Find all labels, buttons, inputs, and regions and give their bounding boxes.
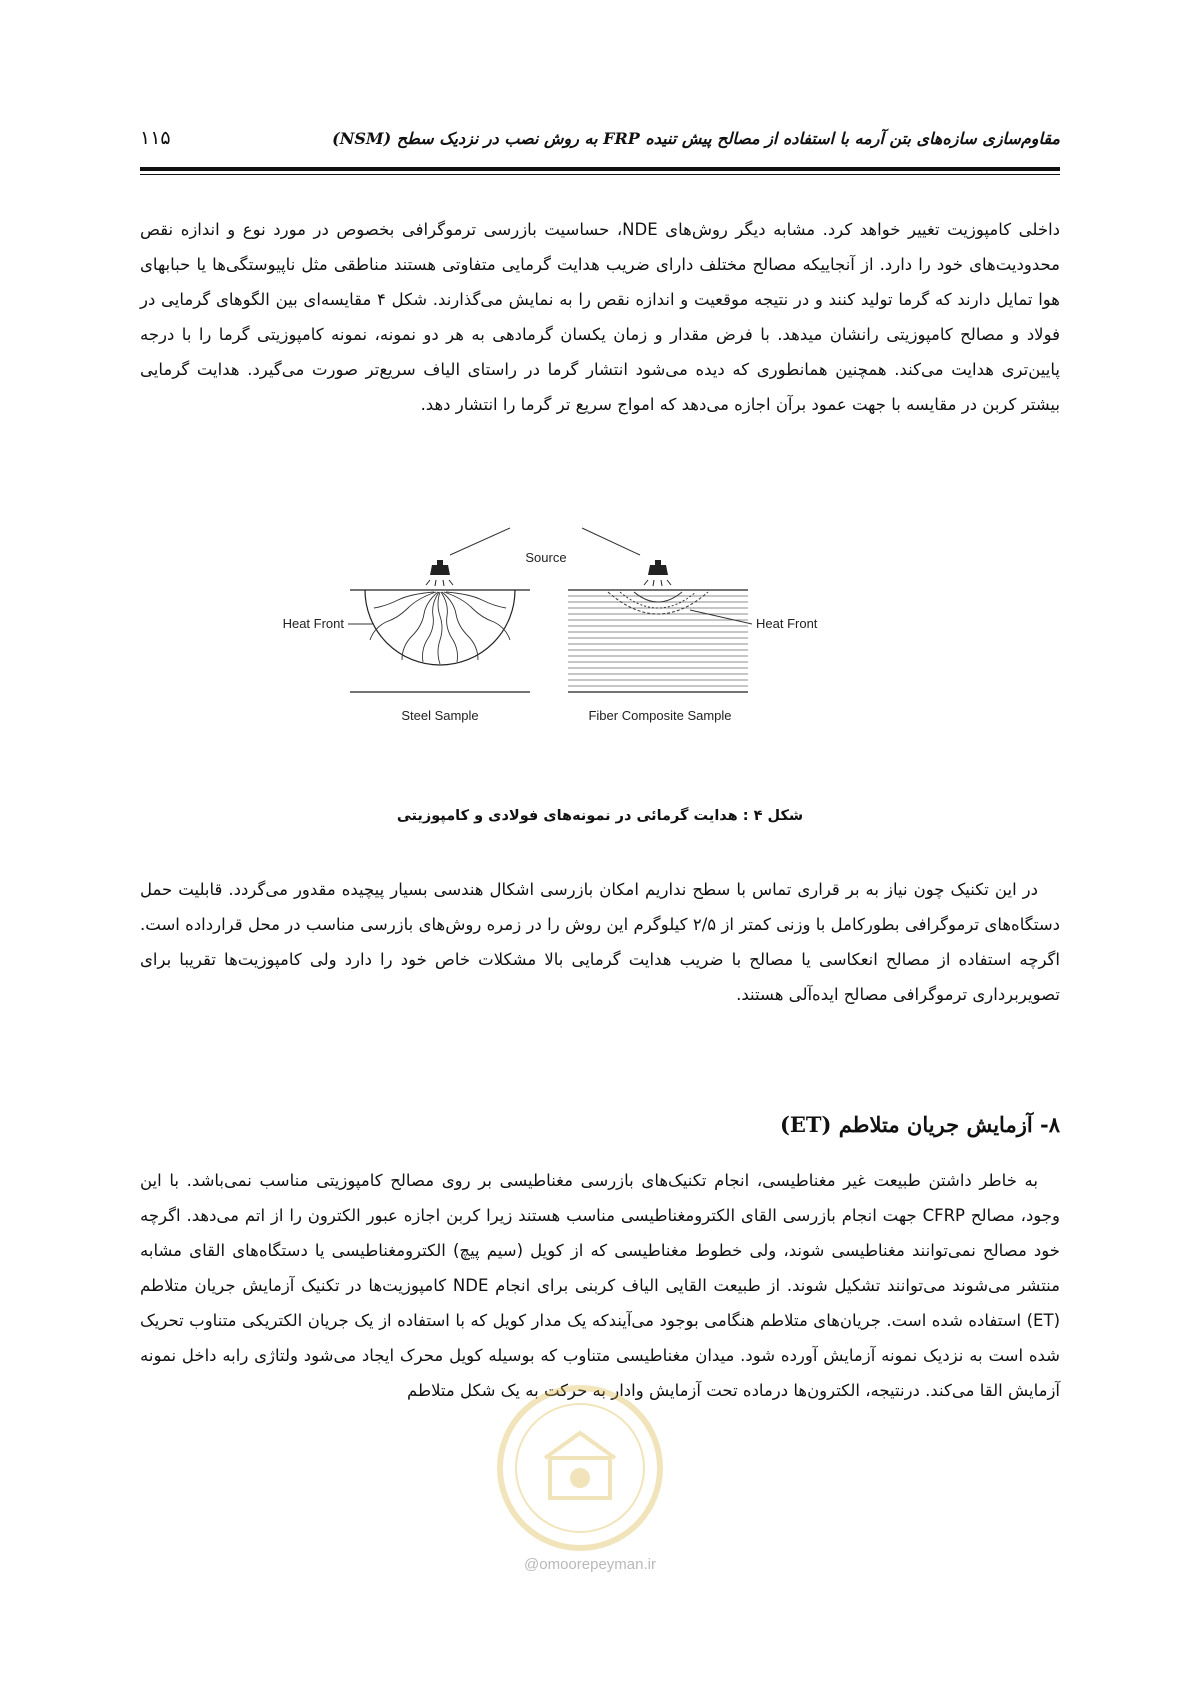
section-heading: ۸- آزمایش جریان متلاطم (ET) — [779, 1112, 1060, 1137]
page-number: ۱۱۵ — [140, 127, 171, 149]
watermark-seal-icon — [490, 1378, 670, 1558]
steel-sample-label: Steel Sample — [401, 708, 479, 723]
heat-front-label-left: Heat Front — [282, 616, 344, 631]
figure-4 — [282, 540, 910, 805]
body-paragraph-1: داخلی کامپوزیت تغییر خواهد کرد. مشابه دیگر روش‌های NDE، حساسیت بازرسی ترموگرافی بخصوص در مورد نوع و اندازه نقص محدودیت‌های خود را دارد. از آنجاییکه مصالح مختلف دارای ضریب هدایت گرمایی متفاوتی هستند مناطقی مثل ناپیوستگی‌ها یا حبابهای هوا تمایل دارند که گرما تولید کنند و در نتیجه موقعیت و اندازه نقص را به نمایش می‌گذارند. شکل ۴ مقایسه‌ای بین الگوهای گرمایی در فولاد و مصالح کامپوزیتی رانشان میدهد. با فرض مقدار و زمان یکسان گرمادهی به هر دو نمونه، نمونه کامپوزیتی گرما را با درجه پایین‌تری هدایت می‌کند. همچنین همانطوری که دیده می‌شود انتشار گرما در راستای الیاف سریع‌تر صورت می‌گیرد. هدایت گرمایی بیشتر کربن در مقایسه با جهت عمود برآن اجازه می‌دهد که امواج سریع تر گرما را انتشار دهد. — [140, 220, 1060, 414]
header-rule-thin — [140, 174, 1060, 175]
figure-caption: شکل ۴ : هدایت گرمائی در نمونه‌های فولادی و کامپوزیتی — [396, 808, 804, 824]
steel-sample-diagram — [283, 590, 530, 723]
body-paragraph-3: به خاطر داشتن طبیعت غیر مغناطیسی، انجام تکنیک‌های بازرسی مغناطیسی بر روی مصالح کامپوزیتی مناسب نمی‌باشد. با این وجود، مصالح CFRP جهت انجام بازرسی القای الکترومغناطیسی مناسب هستند زیرا کربن اجازه عبور الکترون را از اتم می‌دهد. اگرچه خود مصالح نمی‌توانند مغناطیسی شوند، ولی خطوط مغناطیسی که از کویل (سیم پیچ) الکترومغناطیسی یا دستگاه‌های القای مشابه منتشر می‌شوند می‌توانند تشکیل شوند. از طبیعت القایی الیاف کربنی برای انجام NDE کامپوزیت‌ها در تکنیک آزمایش جریان متلاطم (ET) استفاده شده است. جریان‌های متلاطم هنگامی بوجود می‌آیندکه یک مدار کویل که با استفاده از یک جریان الکتریکی متناوب تحریک شده است به نزدیک نمونه آزمایش آورده شود. میدان مغناطیسی متناوب که بوسیله کویل محرک ایجاد می‌شود ولتاژی رابه داخل نمونه آزمایش القا می‌کند. درنتیجه، الکترون‌ها درماده تحت آزمایش وادار به حرکت به یک شکل متلاطم — [140, 1171, 1060, 1400]
source-leader-left — [450, 528, 510, 555]
header-rule-thick — [140, 167, 1060, 171]
body-paragraph-2: در این تکنیک چون نیاز به بر قراری تماس با سطح نداریم امکان بازرسی اشکال هندسی بسیار پیچیده مقدور می‌گردد. قابلیت حمل دستگاه‌های ترموگرافی بطورکامل با وزنی کمتر از ۲/۵ کیلوگرم این روش را در زمره روش‌های بازرسی مناسب در محل قرارداده است. اگرچه استفاده از مصالح انعکاسی یا مصالح با ضریب هدایت گرمایی بالا مشکلات خاص خود را دارد ولی کامپوزیت‌ها تقریبا برای تصویربرداری ترموگرافی مصالح ایده‌آلی هستند. — [140, 880, 1060, 1004]
source-label: Source — [525, 550, 567, 565]
heat-lamp-icon-left — [426, 560, 453, 586]
composite-sample-label: Fiber Composite Sample — [588, 708, 732, 723]
source-leader-right — [582, 528, 640, 555]
composite-sample-diagram — [568, 590, 818, 723]
page-header — [140, 118, 1060, 158]
running-title: مقاوم‌سازی سازه‌های بتن آرمه با استفاده از مصالح پیش تنیده FRP به روش نصب در نزدیک سطح (NSM) — [332, 128, 1060, 148]
heat-lamp-icon-right — [644, 560, 671, 586]
watermark-url: @omoorepeyman.ir — [524, 1556, 656, 1573]
heat-front-leader-right — [690, 610, 752, 624]
heat-front-label-right: Heat Front — [756, 616, 818, 631]
